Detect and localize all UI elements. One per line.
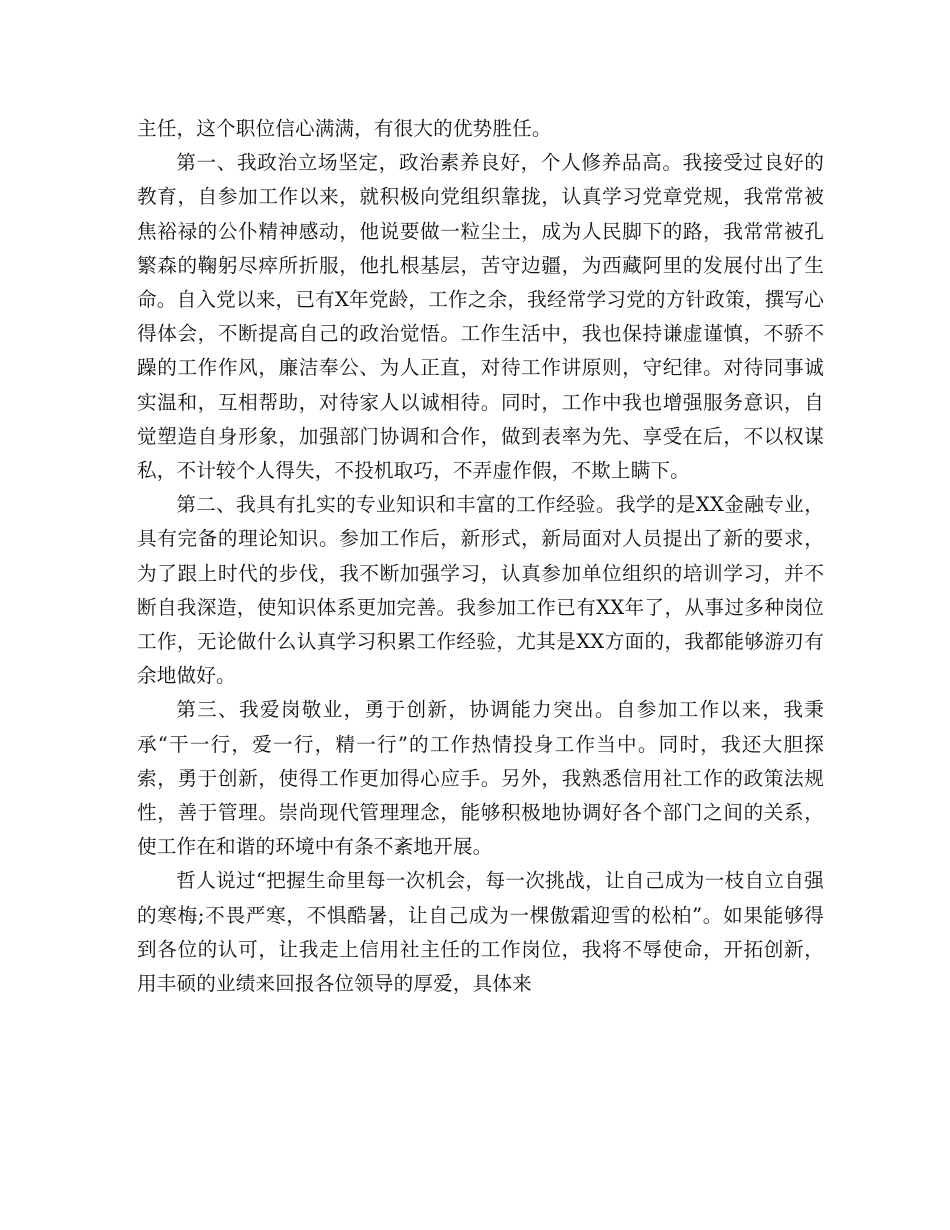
- paragraph-dedication-innovation: 第三、我爱岗敬业，勇于创新，协调能力突出。自参加工作以来，我秉承“干一行，爱一行，精一行”的工作热情投身工作当中。同时，我还大胆探索，勇于创新，使得工作更加得心应手。另外，我熟悉信用社工作的政策法规性，善于管理。崇尚现代管理理念，能够积极地协调好各个部门之间的关系，使工作在和谐的环境中有条不紊地开展。: [137, 698, 824, 859]
- paragraph-closing-quote: 哲人说过“把握生命里每一次机会，每一次挑战，让自己成为一枝自立自强的寒梅;不畏严寒，不惧酷暑，让自己成为一棵傲霜迎雪的松柏”。如果能够得到各位的认可，让我走上信用社主任的工作岗位，我将不辱使命，开拓创新，用丰硕的业绩来回报各位领导的厚爱，具体来: [137, 869, 824, 996]
- paragraph-continuation: 主任，这个职位信心满满，有很大的优势胜任。: [137, 117, 552, 140]
- document-body: [137, 112, 824, 1001]
- paragraph-political-stance: 第一、我政治立场坚定，政治素养良好，个人修养品高。我接受过良好的教育，自参加工作以来，就积极向党组织靠拢，认真学习党章党规，我常常被焦裕禄的公仆精神感动，他说要做一粒尘土，成为人民脚下的路，我常常被孔繁森的鞠躬尽瘁所折服，他扎根基层，苦守边疆，为西藏阿里的发展付出了生命。自入党以来，已有X年党龄，工作之余，我经常学习党的方针政策，撰写心得体会，不断提高自己的政治觉悟。工作生活中，我也保持谦虚谨慎，不骄不躁的工作作风，廉洁奉公、为人正直，对待工作讲原则，守纪律。对待同事诚实温和，互相帮助，对待家人以诚相待。同时，工作中我也增强服务意识，自觉塑造自身形象，加强部门协调和合作，做到表率为先、享受在后，不以权谋私，不计较个人得失，不投机取巧，不弄虚作假，不欺上瞒下。: [137, 151, 824, 483]
- paragraph-professional-knowledge: 第二、我具有扎实的专业知识和丰富的工作经验。我学的是XX金融专业，具有完备的理论知识。参加工作后，新形式，新局面对人员提出了新的要求，为了跟上时代的步伐，我不断加强学习，认真参加单位组织的培训学习，并不断自我深造，使知识体系更加完善。我参加工作已有XX年了，从事过多种岗位工作，无论做什么认真学习积累工作经验，尤其是XX方面的，我都能够游刃有余地做好。: [137, 493, 824, 688]
